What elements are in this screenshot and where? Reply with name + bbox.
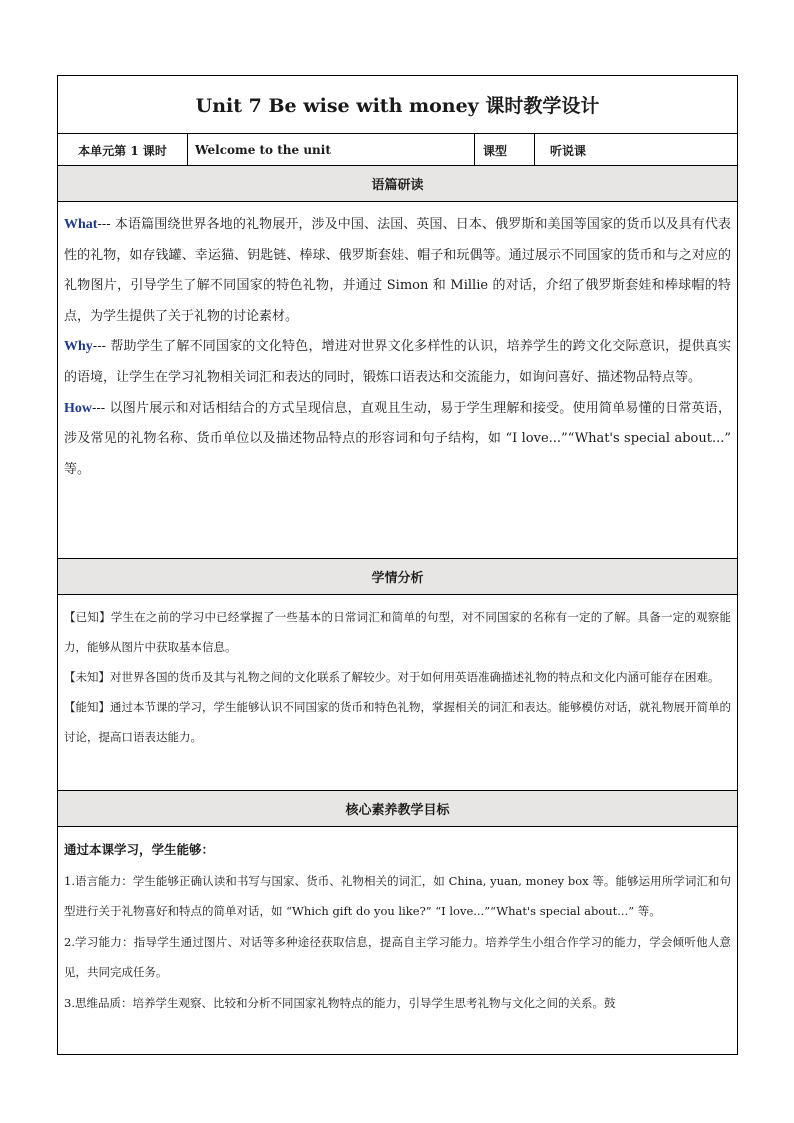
section-heading-core-goals: 核心素养教学目标	[58, 791, 737, 827]
lesson-number-cell: 本单元第 1 课时	[58, 134, 188, 166]
what-text: --- 本语篇围绕世界各地的礼物展开，涉及中国、法国、英国、日本、俄罗斯和美国等国家的货币以及具有代表性的礼物，如存钱罐、幸运猫、钥匙链、棒球、俄罗斯套娃、帽子和玩偶等。通过展示不同国家的货币和与之对应的礼物图片，引导学生了解不同国家的特色礼物，并通过 Simon 和 Millie 的对话，介绍了俄罗斯套娃和棒球帽的特点，为学生提供了关于礼物的讨论素材。	[64, 217, 731, 324]
why-label: Why	[64, 339, 93, 355]
achievable-paragraph: 【能知】通过本节课的学习，学生能够认识不同国家的货币和特色礼物，掌握相关的词汇和表达。能够模仿对话，就礼物展开简单的讨论，提高口语表达能力。	[64, 700, 731, 744]
unknown-paragraph: 【未知】对世界各国的货币及其与礼物之间的文化联系了解较少。对于如何用英语准确描述礼物的特点和文化内涵可能存在困难。	[64, 670, 720, 684]
how-paragraph	[64, 394, 731, 486]
lesson-name-cell: Welcome to the unit	[188, 134, 475, 166]
page-title: Unit 7 Be wise with money 课时教学设计	[58, 76, 737, 134]
goal-language: 1.语言能力：学生能够正确认读和书写与国家、货币、礼物相关的词汇，如 China, yuan, money box 等。能够运用所学词汇和句型进行关于礼物喜好和特点的简单对话，如 “Which gift do you like?” “I love...”“What's special about...” 等。	[64, 873, 731, 918]
what-label: What	[64, 217, 98, 232]
how-text: --- 以图片展示和对话相结合的方式呈现信息，直观且生动，易于学生理解和接受。使用简单易懂的日常英语，涉及常见的礼物名称、货币单位以及描述物品特点的形容词和句子结构，如 “I love...”“What's special about...” 等。	[64, 400, 731, 477]
learner-analysis-section	[58, 595, 737, 791]
what-paragraph	[64, 210, 731, 332]
section-heading-text-analysis: 语篇研读	[58, 166, 737, 202]
why-paragraph	[64, 332, 731, 393]
goal-learning: 2.学习能力：指导学生通过图片、对话等多种途径获取信息，提高自主学习能力。培养学生小组合作学习的能力，学会倾听他人意见，共同完成任务。	[64, 934, 731, 979]
section-heading-learner-analysis: 学情分析	[58, 559, 737, 595]
lesson-type-value: 听说课	[550, 143, 587, 158]
lesson-type-label: 课型	[475, 134, 535, 166]
lesson-meta-row	[58, 134, 737, 166]
text-analysis-section	[58, 202, 737, 559]
known-paragraph: 【已知】学生在之前的学习中已经掌握了一些基本的日常词汇和简单的句型，对不同国家的名称有一定的了解。具备一定的观察能力，能够从图片中获取基本信息。	[64, 610, 731, 654]
core-goals-section	[58, 827, 737, 1055]
goals-lead: 通过本课学习，学生能够：	[64, 842, 215, 857]
lesson-plan-table	[57, 75, 738, 1055]
why-text: --- 帮助学生了解不同国家的文化特色，增进对世界文化多样性的认识，培养学生的跨文化交际意识，提供真实的语境，让学生在学习礼物相关词汇和表达的同时，锻炼口语表达和交流能力，如询问喜好、描述物品特点等。	[64, 339, 731, 385]
goal-thinking: 3.思维品质：培养学生观察、比较和分析不同国家礼物特点的能力，引导学生思考礼物与文化之间的关系。鼓	[64, 995, 616, 1010]
how-label: How	[64, 400, 92, 416]
